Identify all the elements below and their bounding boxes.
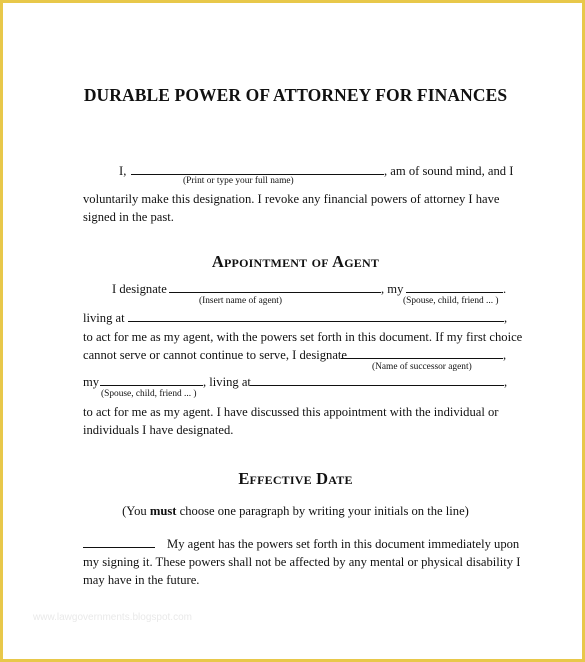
- agent-address-line[interactable]: [128, 321, 504, 322]
- relation-end: .: [503, 282, 507, 296]
- living-at-label: living at: [83, 311, 125, 325]
- document-title: DURABLE POWER OF ATTORNEY FOR FINANCES: [83, 85, 508, 105]
- living-at2-label: , living at: [203, 375, 251, 389]
- act-line: to act for me as my agent, with the powers set forth in this document. If my first choice: [83, 330, 523, 344]
- effective-para-line-1: My agent has the powers set forth in this document immediately upon: [167, 537, 520, 551]
- living-at-end: ,: [504, 311, 508, 325]
- successor-address-line[interactable]: [250, 385, 504, 386]
- designate-label: I designate: [112, 282, 167, 296]
- appointment-heading: Appointment of Agent: [211, 252, 380, 271]
- effective-para-line-3: may have in the future.: [83, 573, 200, 587]
- instruction-prefix: (You: [122, 504, 150, 518]
- discussed-line: to act for me as my agent. I have discussed this appointment with the individual or: [83, 405, 499, 419]
- instruction-suffix: choose one paragraph by writing your initials on the line): [176, 504, 469, 518]
- successor-name-line[interactable]: [341, 358, 503, 359]
- agent-name-line[interactable]: [169, 292, 381, 293]
- relation-caption: (Spouse, child, friend ... ): [403, 296, 499, 306]
- successor-caption: (Name of successor agent): [372, 362, 472, 372]
- agent-name-caption: (Insert name of agent): [199, 296, 283, 306]
- intro-line-3: signed in the past.: [83, 210, 174, 224]
- successor-relation-caption: (Spouse, child, friend ... ): [101, 389, 197, 399]
- relation-line[interactable]: [406, 292, 503, 293]
- living-at2-end: ,: [504, 375, 508, 389]
- effective-date-heading: Effective Date: [238, 469, 353, 488]
- full-name-caption: (Print or type your full name): [183, 176, 294, 186]
- intro-suffix: , am of sound mind, and I: [384, 164, 514, 178]
- intro-prefix: I,: [119, 164, 127, 178]
- effective-para-line-2: my signing it. These powers shall not be affected by any mental or physical disability I: [83, 555, 521, 569]
- initials-line[interactable]: [83, 547, 155, 548]
- my-label: , my: [381, 282, 404, 296]
- instruction-bold: must: [149, 504, 177, 518]
- cannot-end: ,: [503, 348, 507, 362]
- watermark: www.lawgovernments.blogspot.com: [33, 612, 192, 623]
- full-name-line[interactable]: [131, 174, 384, 175]
- individuals-line: individuals I have designated.: [83, 423, 234, 437]
- intro-line-2: voluntarily make this designation. I revoke any financial powers of attorney I have: [83, 192, 500, 206]
- instruction-line: [3, 503, 585, 519]
- successor-relation-line[interactable]: [100, 385, 203, 386]
- cannot-serve-line: cannot serve or cannot continue to serve, I designate: [83, 348, 348, 362]
- my2-label: my: [83, 375, 100, 389]
